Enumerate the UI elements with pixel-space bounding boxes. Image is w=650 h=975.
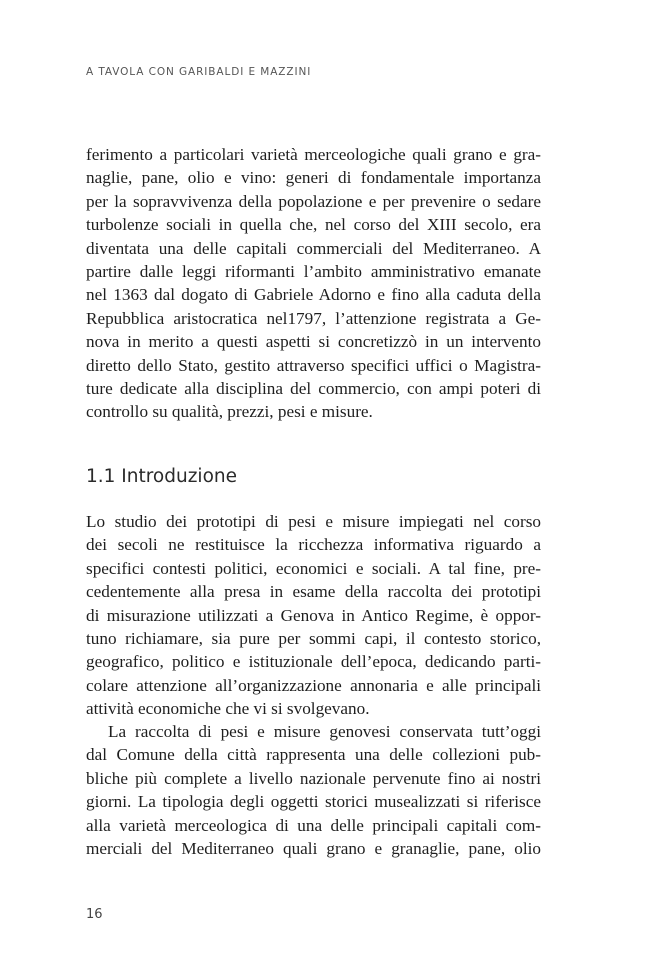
text-line: Repubblica aristocratica nel1797, l’attenzione registrata a Ge- [86,308,541,328]
paragraph-introduction [86,510,541,721]
text-line: diretto dello Stato, gestito attraverso specifici uffici o Magistra- [86,355,541,375]
text-line: turbolenze sociali in quella che, nel corso del XIII secolo, era [86,215,541,235]
text-line: bliche più complete a livello nazionale pervenute fino ai nostri [86,768,541,788]
text-line: dal Comune della città rappresenta una delle collezioni pub- [86,745,541,765]
text-line: giorni. La tipologia degli oggetti storici musealizzati si riferisce [86,792,541,812]
text-line: di misurazione utilizzati a Genova in Antico Regime, è oppor- [86,605,541,625]
text-line: tuno richiamare, sia pure per sommi capi, il contesto storico, [86,628,541,648]
text-line: specifici contesti politici, economici e sociali. A tal fine, pre- [86,558,541,578]
text-line: controllo su qualità, prezzi, pesi e misure. [86,402,373,422]
running-head: A TAVOLA CON GARIBALDI E MAZZINI [86,66,312,78]
text-line: ferimento a particolari varietà merceologiche quali grano e gra- [86,145,541,164]
text-line: geografico, politico e istituzionale dell’epoca, dedicando parti- [86,652,541,672]
text-line: ture dedicate alla disciplina del commercio, con ampi poteri di [86,378,541,398]
text-line: naglie, pane, olio e vino: generi di fondamentale importanza [86,168,541,188]
text-line: merciali del Mediterraneo quali grano e granaglie, pane, olio [86,838,541,858]
text-line: per la sopravvivenza della popolazione e per prevenire o sedare [86,191,541,211]
text-line: nel 1363 dal dogato di Gabriele Adorno e fino alla caduta della [86,285,541,305]
text-line: La raccolta di pesi e misure genovesi conservata tutt’oggi [108,722,541,741]
text-line: Lo studio dei prototipi di pesi e misure impiegati nel corso [86,512,541,531]
text-line: cedentemente alla presa in esame della raccolta dei prototipi [86,582,541,602]
paragraph-continuation [86,143,541,424]
text-line: alla varietà merceologica di una delle principali capitali com- [86,815,541,835]
text-line: nova in merito a questi aspetti si concretizzò in un intervento [86,332,541,352]
paragraph-collection [86,720,541,860]
text-line: attività economiche che vi si svolgevano. [86,699,370,719]
text-line: diventata una delle capitali commerciali del Mediterraneo. A [86,238,541,258]
text-line: colare attenzione all’organizzazione annonaria e alle principali [86,675,541,695]
text-line: partire dalle leggi riformanti l’ambito amministrativo emanate [86,261,541,281]
section-heading: 1.1 Introduzione [86,466,237,487]
page-number: 16 [86,907,103,922]
text-line: dei secoli ne restituisce la ricchezza informativa riguardo a [86,535,541,555]
